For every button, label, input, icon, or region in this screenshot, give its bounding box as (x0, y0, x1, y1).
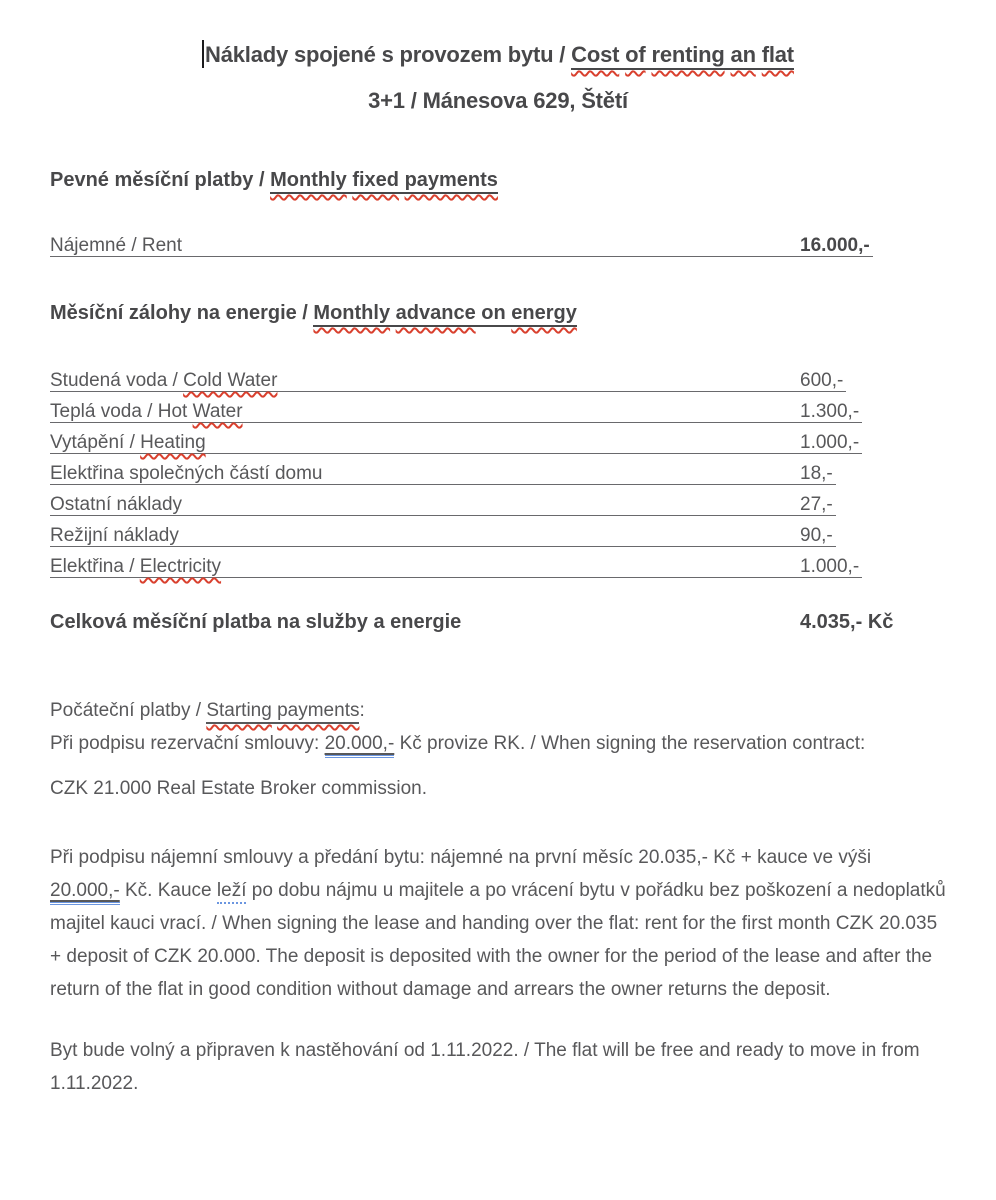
table-row (50, 516, 836, 547)
misspelled-word: Electricity (139, 556, 222, 577)
text-cursor (202, 40, 204, 68)
misspelled-word: Cost (571, 42, 620, 67)
row-label-czech: Elektřina společných částí domu (50, 463, 323, 484)
title-english-underlined (571, 42, 794, 70)
misspelled-word: of (625, 42, 646, 67)
row-label (50, 401, 800, 422)
paragraph-starting-payments (50, 694, 946, 760)
misspelled-word: Water (192, 401, 243, 422)
row-value: 27,- (800, 494, 833, 515)
row-value: 1.000,- (800, 432, 860, 453)
grammar-flagged-amount: 20.000,- (50, 880, 120, 905)
table-row (50, 547, 862, 578)
row-value: 1.300,- (800, 401, 860, 422)
row-label-czech: Teplá voda / Hot (50, 401, 193, 422)
misspelled-word: fixed (352, 169, 399, 191)
heading-word: on (481, 302, 506, 324)
heading-english-underlined (270, 169, 498, 194)
misspelled-word: payments (404, 169, 498, 191)
row-label (50, 494, 800, 515)
page-title (50, 40, 946, 70)
paragraph-availability: Byt bude volný a připraven k nastěhování od 1.11.2022. / The flat will be free and ready to move in from 1.11.2022. (50, 1040, 920, 1094)
row-label-czech: Elektřina / (50, 556, 140, 577)
lease-text: Při podpisu nájemní smlouvy a předání bytu: nájemné na první měsíc 20.035,- Kč + kauce ve výši (50, 847, 872, 868)
table-row (50, 423, 862, 454)
document-title-block (50, 40, 946, 116)
heading-english-underlined (313, 302, 576, 327)
heading-czech: Měsíční zálohy na energie / (50, 302, 314, 324)
section-heading-fixed-payments (50, 166, 946, 194)
misspelled-word: flat (761, 42, 794, 67)
row-label (50, 370, 800, 391)
misspelled-word: Monthly (270, 169, 347, 191)
total-label: Celková měsíční platba na služby a energie (50, 611, 462, 633)
heading-czech: Pevné měsíční platby / (50, 169, 271, 191)
grammar-flagged-amount: 20.000,- (325, 733, 395, 758)
row-label (50, 525, 800, 546)
lease-text: Kč. Kauce (119, 880, 217, 901)
row-label-czech: Vytápění / (50, 432, 141, 453)
misspelled-word: Monthly (313, 302, 391, 324)
row-label-czech: Studená voda / (50, 370, 184, 391)
row-label-czech: Režijní náklady (50, 525, 179, 546)
misspelled-word: renting (651, 42, 725, 67)
row-label (50, 432, 800, 453)
misspelled-word: Heating (140, 432, 206, 453)
table-row (50, 485, 836, 516)
row-label: Nájemné / Rent (50, 235, 183, 256)
row-value: 600,- (800, 370, 844, 391)
grammar-flagged-word: leží (217, 880, 247, 904)
total-row (50, 608, 946, 636)
paragraph-lease-terms (50, 841, 946, 1006)
starting-english-underlined (206, 700, 359, 724)
row-value: 16.000,- (800, 235, 870, 256)
row-value: 1.000,- (800, 556, 860, 577)
row-label (50, 556, 800, 577)
table-row-rent (50, 226, 873, 257)
row-label (50, 463, 800, 484)
table-row (50, 361, 846, 392)
reservation-prefix: Při podpisu rezervační smlouvy: (50, 733, 325, 754)
misspelled-word: advance (395, 302, 476, 324)
misspelled-word: Cold Water (183, 370, 278, 391)
total-value: 4.035,- Kč (800, 611, 894, 633)
table-row (50, 454, 836, 485)
row-value: 90,- (800, 525, 833, 546)
page-subtitle: 3+1 / Mánesova 629, Štětí (368, 88, 628, 113)
reservation-suffix: Kč provize RK. / When signing the reservation contract: (394, 733, 866, 754)
misspelled-word: energy (511, 302, 577, 324)
colon: : (359, 700, 365, 721)
lease-text: po dobu nájmu u majitele a po vrácení bytu v pořádku bez poškození a nedoplatků majitel kauci vrací. / When signing the lease and handing over the flat: rent for the first month CZK 20.035 + deposit of CZK 20.000. The deposit is deposited with the owner for the period of the lease and after the return of the flat in good condition without damage and arrears the owner returns the deposit. (50, 880, 946, 1000)
misspelled-word: payments (277, 700, 360, 721)
title-czech: Náklady spojené s provozem bytu / (205, 42, 572, 67)
paragraph-broker-commission: CZK 21.000 Real Estate Broker commission. (50, 778, 427, 799)
starting-czech: Počáteční platby / (50, 700, 207, 721)
starting-payments-line1 (50, 694, 946, 727)
misspelled-word: Starting (206, 700, 272, 721)
row-label-czech: Ostatní náklady (50, 494, 183, 515)
row-value: 18,- (800, 463, 833, 484)
energy-rows-table (50, 361, 946, 578)
starting-payments-line2 (50, 727, 946, 760)
misspelled-word: an (730, 42, 756, 67)
section-heading-energy-advances (50, 299, 946, 327)
table-row (50, 392, 862, 423)
